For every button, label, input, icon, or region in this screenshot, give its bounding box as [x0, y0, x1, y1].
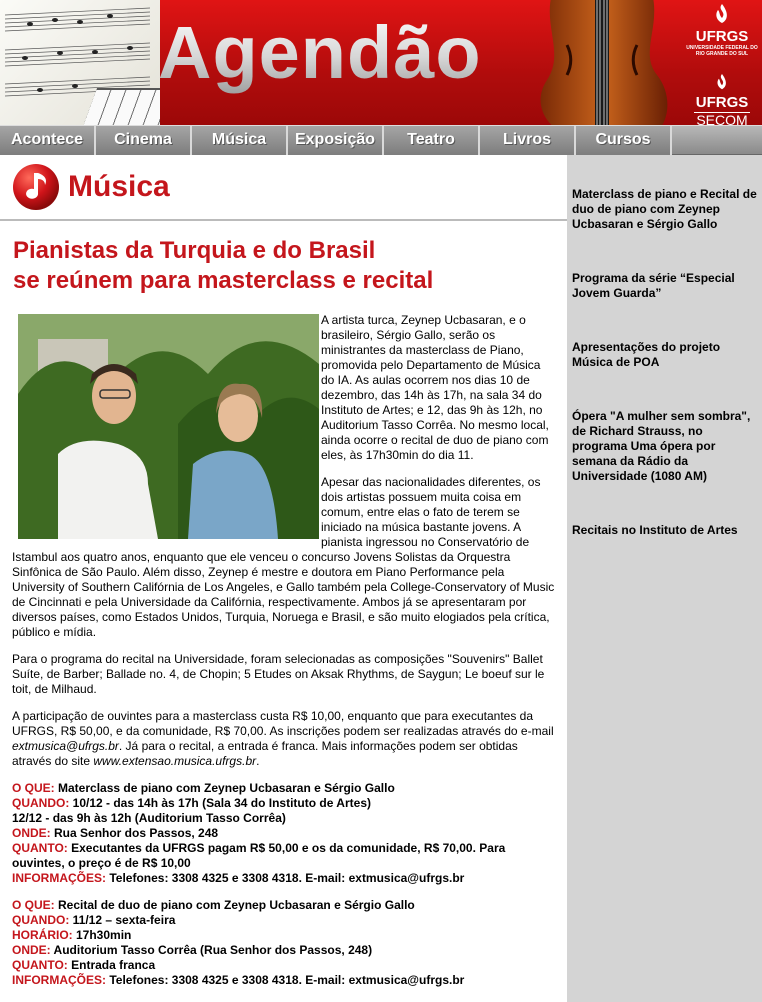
- logo-name: UFRGS: [695, 28, 749, 45]
- nav-livros[interactable]: Livros: [480, 126, 576, 155]
- logo-subtitle: UNIVERSIDADE FEDERAL DO RIO GRANDE DO SUL: [686, 45, 758, 57]
- sidebar-link-musica-poa[interactable]: Apresentações do projeto Música de POA: [572, 340, 721, 369]
- nav-musica[interactable]: Música: [192, 126, 288, 155]
- flame-icon: [714, 74, 730, 90]
- music-note-icon: [12, 163, 60, 211]
- info-block-recital: O QUE: Recital de duo de piano com Zeynep Ucbasaran e Sérgio Gallo QUANDO: 11/12 – sexta-feira HORÁRIO: 17h30min ONDE: Auditorium Tasso Corrêa (Rua Senhor dos Passos, 248) QUANTO: Entrada franca INFORMAÇÕES: Telefones: 3308 4325 e 3308 4318. E-mail: extmusica@ufrgs.br: [12, 898, 465, 987]
- site-link[interactable]: www.extensao.musica.ufrgs.br: [93, 754, 257, 768]
- sidebar-link-opera[interactable]: Ópera "A mulher sem sombra", de Richard Strauss, no programa Uma ópera por semana da Rádio da Universidade (1080 AM): [572, 409, 751, 483]
- article-paragraph-4: A participação de ouvintes para a masterclass custa R$ 10,00, enquanto que para executantes da UFRGS, R$ 50,00, e da comunidade, R$ 70,00. As inscrições podem ser realizadas através do e-mail extmusica@ufrgs.br. Já para o recital, a entrada é franca. Mais informações podem ser obtidas através do site www.extensao.musica.ufrgs.br.: [12, 709, 554, 768]
- flame-icon: [713, 4, 731, 24]
- nav-teatro[interactable]: Teatro: [384, 126, 480, 155]
- violin-image: [527, 0, 677, 125]
- article-paragraph-1: A artista turca, Zeynep Ucbasaran, e o brasileiro, Sérgio Gallo, serão os ministrantes da masterclass de Piano, promovida pelo Departamento de Música do IA. As aulas ocorrem nos dias 10 de dezembro, das 14h às 17h, na sala 34 do Instituto de Artes; e 12, das 9h às 12h, no Auditorium Tasso Corrêa. No mesmo local, ainda ocorre o recital de duo de piano com eles, às 17h30min do dia 11.: [321, 313, 549, 462]
- sidebar: [567, 155, 762, 1002]
- logo-name: UFRGS: [695, 94, 749, 111]
- email-link[interactable]: extmusica@ufrgs.br: [12, 739, 119, 753]
- site-title[interactable]: Agendão: [158, 8, 482, 98]
- headline-line-2: se reúnem para masterclass e recital: [13, 267, 434, 294]
- section-title: Música: [68, 170, 170, 203]
- ufrgs-logo[interactable]: [686, 4, 758, 56]
- sidebar-link-jovem-guarda[interactable]: Programa da série “Especial Jovem Guarda”: [572, 271, 735, 300]
- main-nav: [0, 125, 762, 155]
- article-headline: [13, 236, 553, 296]
- header-banner: [0, 0, 762, 125]
- sidebar-link-recitais[interactable]: Recitais no Instituto de Artes: [572, 523, 738, 537]
- article-paragraph-3: Para o programa do recital na Universidade, foram selecionadas as composições "Souvenirs" Ballet Suíte, de Barber; Ballade no. 4, de Chopin; 5 Etudes on Aksak Rhythms, de Saygun; Le boeuf sur le toit, de Milhaud.: [12, 652, 545, 696]
- article-body: [12, 313, 555, 988]
- sheet-music-image: [0, 0, 160, 125]
- info-block-masterclass: O QUE: Materclass de piano com Zeynep Ucbasaran e Sérgio Gallo QUANDO: 10/12 - das 14h às 17h (Sala 34 do Instituto de Artes) 12/12 - das 9h às 12h (Auditorium Tasso Corrêa) ONDE: Rua Senhor dos Passos, 248 QUANTO: Executantes da UFRGS pagam R$ 50,00 e os da comunidade, R$ 70,00. Para ouvintes, o preço é de R$ 10,00 INFORMAÇÕES: Telefones: 3308 4325 e 3308 4318. E-mail: extmusica@ufrgs.br: [12, 781, 506, 885]
- logo-unit: SECOM: [694, 112, 750, 125]
- secom-logo[interactable]: [686, 74, 758, 125]
- article-paragraph-2: Apesar das nacionalidades diferentes, os dois artistas possuem muita coisa em comum, entre elas o fato de terem se iniciado na música bastante jovens. A pianista ingressou no Conservatório de Istambul aos quatro anos, enquanto que ele venceu o concurso Jovens Solistas da Orquestra Sinfônica de São Paulo. Além disso, Zeynep é mestre e doutora em Piano Performance pela University of Southern Califórnia de Los Angeles, e Gallo também pela College-Conservatory of Music de Cincinnati e pela Universidade da Califórnia, respectivamente. Ambos já se apresentaram por diversos países, como Estados Unidos, Turquia, Noruega e Brasil, e são muito elogiados pela crítica, público e mídia.: [12, 475, 555, 639]
- nav-cursos[interactable]: Cursos: [576, 126, 672, 155]
- nav-acontece[interactable]: Acontece: [0, 126, 96, 155]
- nav-cinema[interactable]: Cinema: [96, 126, 192, 155]
- nav-exposicao[interactable]: Exposição: [288, 126, 384, 155]
- piano-keys-image: [84, 90, 160, 125]
- headline-line-1: Pianistas da Turquia e do Brasil: [13, 237, 376, 264]
- sidebar-link-masterclass[interactable]: Materclass de piano e Recital de duo de piano com Zeynep Ucbasaran e Sérgio Gallo: [572, 187, 757, 231]
